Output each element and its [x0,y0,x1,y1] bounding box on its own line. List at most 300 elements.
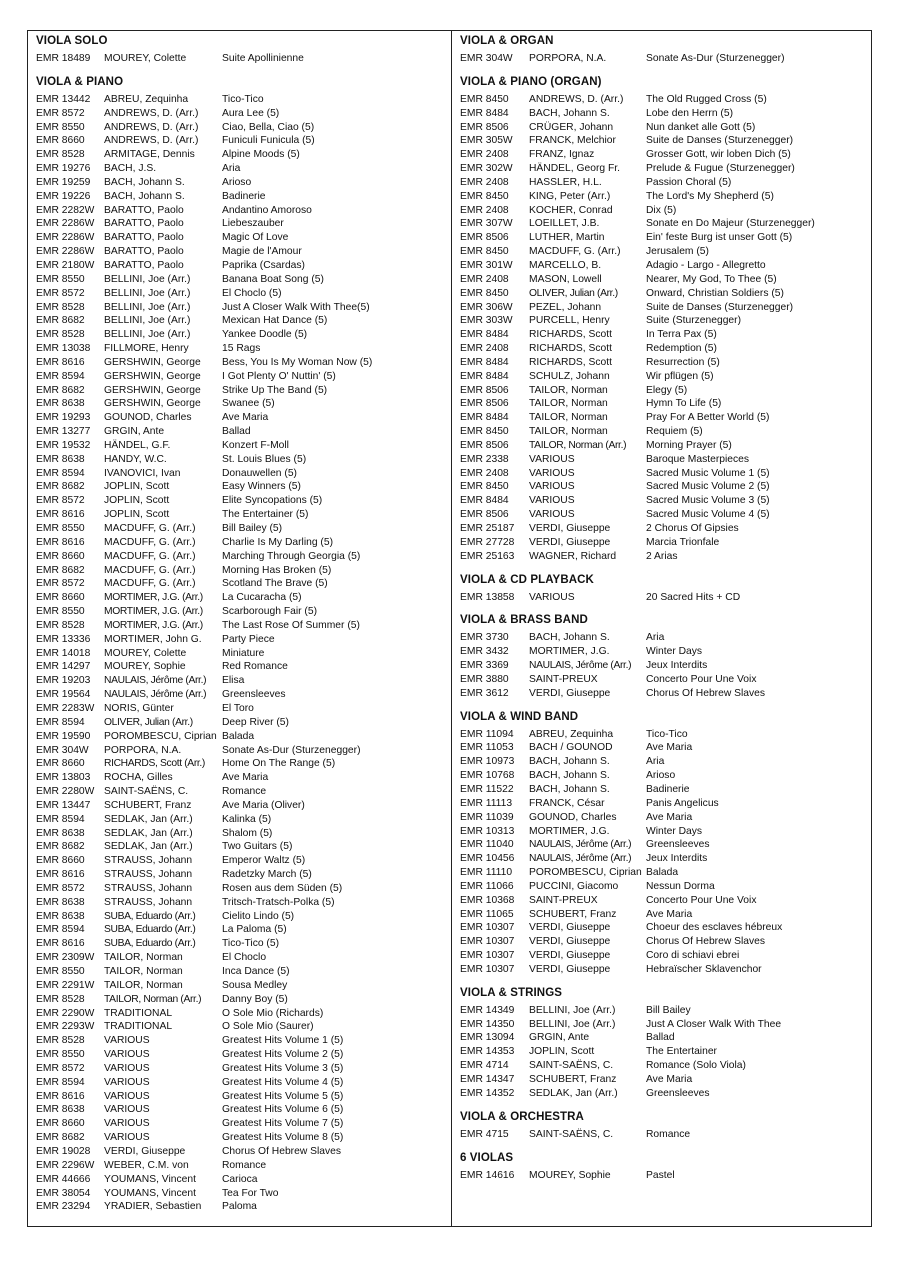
catalog-entry [36,480,446,494]
catalog-entry [460,741,865,755]
catalog-number: EMR 14347 [460,1074,515,1085]
composer-name: TRADITIONAL [104,1021,173,1033]
catalog-number: EMR 8450 [460,426,509,438]
catalog-number: EMR 25187 [460,523,515,534]
catalog-number: EMR 2408 [460,273,509,285]
catalog-number: EMR 10307 [460,922,515,934]
catalog-number: EMR 8638 [36,1104,85,1116]
catalog-entry [460,1087,865,1101]
catalog-entry [460,1031,865,1045]
catalog-entry [460,273,865,287]
catalog-entry [460,384,865,398]
composer-name: SEDLAK, Jan (Arr.) [529,1087,618,1099]
catalog-number: EMR 19293 [36,412,91,424]
piece-title: Ave Maria [646,811,693,823]
section-heading: VIOLA & WIND BAND [460,710,579,723]
piece-title: Concerto Pour Une Voix [646,673,757,685]
catalog-number: EMR 8506 [460,121,509,133]
composer-name: VERDI, Giuseppe [529,950,611,962]
composer-name: SUBA, Eduardo (Arr.) [104,938,196,950]
catalog-number: EMR 11053 [460,742,514,754]
composer-name: YOUMANS, Vincent [104,1187,196,1199]
composer-name: VERDI, Giuseppe [529,687,611,699]
catalog-number: EMR 8484 [460,356,509,368]
catalog-number: EMR 13442 [36,93,91,105]
composer-name: TAILOR, Norman (Arr.) [529,439,627,451]
catalog-entry [36,1117,446,1131]
catalog-number: EMR 2286W [36,232,95,244]
catalog-number: EMR 14297 [36,661,91,673]
catalog-entry [460,453,865,467]
catalog-number: EMR 19203 [36,675,91,687]
catalog-number: EMR 307W [460,218,513,230]
piece-title: Chorus Of Hebrew Slaves [222,1145,342,1157]
piece-title: The Last Rose Of Summer (5) [222,619,360,631]
piece-title: Arioso [222,176,252,188]
catalog-number: EMR 301W [460,259,513,271]
piece-title: Aria [646,756,665,768]
piece-title: Romance (Solo Viola) [646,1060,746,1072]
composer-name: IVANOVICI, Ivan [104,467,181,479]
catalog-number: EMR 8660 [36,592,85,604]
composer-name: LUTHER, Martin [529,232,605,244]
catalog-entry [460,921,865,935]
composer-name: MOUREY, Sophie [529,1169,611,1181]
piece-title: O Sole Mio (Richards) [222,1007,324,1019]
catalog-entry [36,702,446,716]
catalog-entry [460,852,865,866]
composer-name: MORTIMER, John G. [104,633,202,645]
catalog-entry [36,550,446,564]
composer-name: VERDI, Giuseppe [529,936,611,948]
piece-title: La Cucaracha (5) [222,592,302,604]
composer-name: VERDI, Giuseppe [529,963,611,975]
composer-name: BACH, Johann S. [529,770,610,782]
section-heading: 6 VIOLAS [460,1151,514,1164]
catalog-number: EMR 8682 [36,315,85,327]
composer-name: POROMBESCU, Ciprian [529,867,642,879]
piece-title: 15 Rags [222,343,261,355]
catalog-number: EMR 8660 [36,550,85,562]
composer-name: MORTIMER, J.G. [529,825,610,837]
composer-name: SCHUBERT, Franz [529,1074,617,1085]
catalog-number: EMR 11094 [460,728,514,740]
composer-name: SEDLAK, Jan (Arr.) [104,827,193,839]
catalog-number: EMR 8550 [36,273,85,285]
catalog-number: EMR 305W [460,135,513,147]
catalog-number: EMR 10307 [460,936,515,948]
composer-name: JOPLIN, Scott [104,509,170,521]
piece-title: Just A Closer Walk With Thee(5) [222,301,370,313]
composer-name: MACDUFF, G. (Arr.) [104,578,196,590]
catalog-entry [460,1045,865,1059]
catalog-entry [36,204,446,218]
catalog-number: EMR 14349 [460,1004,515,1016]
catalog-number: EMR 2282W [36,204,95,216]
piece-title: Miniature [222,647,265,659]
piece-title: Paprika (Csardas) [222,259,305,271]
catalog-entry [36,1145,446,1159]
catalog-number: EMR 10768 [460,770,515,782]
catalog-number: EMR 11522 [460,783,514,795]
catalog-entry [460,259,865,273]
catalog-entry [460,162,865,176]
catalog-entry [36,1159,446,1173]
catalog-number: EMR 8682 [36,841,85,853]
piece-title: Suite Apollinienne [222,53,304,64]
catalog-number: EMR 8594 [36,924,85,936]
catalog-number: EMR 14616 [460,1169,515,1181]
catalog-number: EMR 8572 [36,578,85,590]
catalog-entry [36,896,446,910]
catalog-entry [36,231,446,245]
piece-title: Suite (Sturzenegger) [646,315,742,327]
composer-name: SAINT-SAËNS, C. [529,1128,614,1140]
piece-title: Elite Syncopations (5) [222,495,323,507]
catalog-entry [36,910,446,924]
catalog-number: EMR 8616 [36,536,85,548]
catalog-number: EMR 8682 [36,564,85,576]
catalog-number: EMR 19590 [36,730,91,742]
piece-title: Scotland The Brave (5) [222,578,328,590]
catalog-entry [460,935,865,949]
catalog-entry [36,190,446,204]
catalog-number: EMR 10307 [460,963,515,975]
catalog-number: EMR 23294 [36,1201,91,1213]
catalog-number: EMR 13038 [36,343,91,355]
composer-name: SCHULZ, Johann [529,370,610,382]
catalog-entry [36,647,446,661]
composer-name: VERDI, Giuseppe [529,523,611,534]
catalog-entry [460,550,865,564]
catalog-entry [460,1059,865,1073]
composer-name: SAINT-PREUX [529,673,598,685]
piece-title: Tea For Two [222,1187,279,1199]
composer-name: ABREU, Zequinha [104,93,189,105]
composer-name: TAILOR, Norman [104,952,183,964]
composer-name: VARIOUS [529,453,575,465]
piece-title: Onward, Christian Soldiers (5) [646,287,784,299]
catalog-entry [36,245,446,259]
catalog-number: EMR 18489 [36,53,91,64]
catalog-entry [36,771,446,785]
catalog-entry [460,755,865,769]
catalog-number: EMR 10456 [460,853,515,865]
catalog-entry [460,769,865,783]
catalog-number: EMR 14350 [460,1018,515,1030]
catalog-entry [460,1169,865,1183]
piece-title: Greatest Hits Volume 3 (5) [222,1062,344,1074]
piece-title: Greatest Hits Volume 2 (5) [222,1049,344,1061]
catalog-number: EMR 3369 [460,660,509,672]
piece-title: Two Guitars (5) [222,841,293,853]
piece-title: Elegy (5) [646,384,688,396]
composer-name: OLIVER, Julian (Arr.) [104,716,193,728]
catalog-number: EMR 2291W [36,979,95,991]
catalog-number: EMR 8528 [36,993,85,1005]
piece-title: Suite de Danses (Sturzenegger) [646,135,794,147]
composer-name: BACH, Johann S. [529,632,610,644]
composer-name: NAULAIS, Jérôme (Arr.) [104,689,207,701]
catalog-number: EMR 13094 [460,1032,515,1044]
catalog-number: EMR 13277 [36,426,91,438]
catalog-entry [36,660,446,674]
catalog-entry [460,397,865,411]
catalog-entry [36,1187,446,1201]
catalog-entry [36,259,446,273]
section-heading: VIOLA & CD PLAYBACK [460,573,594,586]
catalog-number: EMR 8594 [36,813,85,825]
composer-name: BELLINI, Joe (Arr.) [104,273,191,285]
piece-title: La Paloma (5) [222,924,287,936]
catalog-entry [460,838,865,852]
piece-title: Greatest Hits Volume 6 (5) [222,1104,344,1116]
catalog-number: EMR 2286W [36,246,95,258]
piece-title: Swanee (5) [222,398,275,410]
catalog-number: EMR 8616 [36,356,85,368]
composer-name: VERDI, Giuseppe [104,1145,186,1157]
catalog-number: EMR 8484 [460,107,509,119]
composer-name: VARIOUS [104,1076,150,1088]
piece-title: Scarborough Fair (5) [222,606,317,618]
catalog-entry [460,659,865,673]
piece-title: Jerusalem (5) [646,246,709,258]
piece-title: 20 Sacred Hits + CD [646,591,741,603]
composer-name: PURCELL, Henry [529,315,610,327]
catalog-number: EMR 8638 [36,910,85,922]
catalog-number: EMR 8638 [36,398,85,410]
piece-title: Pastel [646,1169,675,1181]
composer-name: VARIOUS [529,481,575,493]
catalog-entry [36,688,446,702]
composer-name: SUBA, Eduardo (Arr.) [104,924,196,936]
catalog-entry [460,866,865,880]
catalog-number: EMR 10368 [460,894,515,906]
composer-name: SEDLAK, Jan (Arr.) [104,841,193,853]
composer-name: FRANCK, César [529,797,605,809]
composer-name: BARATTO, Paolo [104,246,184,258]
composer-name: VARIOUS [104,1035,150,1047]
piece-title: Rosen aus dem Süden (5) [222,882,343,894]
piece-title: Nessun Dorma [646,880,715,892]
composer-name: VERDI, Giuseppe [529,536,611,548]
catalog-number: EMR 8638 [36,453,85,465]
catalog-number: EMR 19226 [36,190,91,202]
piece-title: Aura Lee (5) [222,107,280,119]
catalog-section [36,34,446,66]
piece-title: Morning Has Broken (5) [222,564,332,576]
piece-title: Marching Through Georgia (5) [222,550,361,562]
piece-title: Danny Boy (5) [222,993,288,1005]
catalog-entry [36,744,446,758]
composer-name: VARIOUS [104,1062,150,1074]
catalog-entry [36,882,446,896]
catalog-entry [460,811,865,825]
catalog-number: EMR 38054 [36,1187,91,1199]
piece-title: Emperor Waltz (5) [222,855,306,867]
catalog-entry [36,536,446,550]
piece-title: Ave Maria [222,772,269,784]
composer-name: SCHUBERT, Franz [104,799,192,811]
piece-title: Magic Of Love [222,232,289,244]
piece-title: Red Romance [222,661,288,673]
composer-name: BACH, Johann S. [529,783,610,795]
catalog-entry [36,93,446,107]
catalog-entry [460,631,865,645]
catalog-entry [36,1076,446,1090]
catalog-entry [36,868,446,882]
piece-title: I Got Plenty O' Nuttin' (5) [222,370,336,382]
catalog-entry [460,645,865,659]
catalog-entry [36,1020,446,1034]
catalog-entry [460,783,865,797]
catalog-entry [36,605,446,619]
piece-title: Hebraïscher Sklavenchor [646,963,762,975]
composer-name: TRADITIONAL [104,1007,173,1019]
catalog-entry [36,577,446,591]
catalog-entry [36,854,446,868]
composer-name: RICHARDS, Scott [529,356,612,368]
piece-title: Charlie Is My Darling (5) [222,536,334,548]
piece-title: Greensleeves [646,1087,710,1099]
composer-name: GERSHWIN, George [104,398,201,410]
composer-name: HÄNDEL, Georg Fr. [529,163,620,175]
catalog-number: EMR 8572 [36,882,85,894]
piece-title: Sacred Music Volume 1 (5) [646,467,770,479]
piece-title: Sonate en Do Majeur (Sturzenegger) [646,218,815,230]
piece-title: The Entertainer (5) [222,509,309,521]
piece-title: Passion Choral (5) [646,176,732,188]
catalog-entry [36,785,446,799]
composer-name: STRAUSS, Johann [104,896,193,908]
catalog-section [460,34,865,66]
composer-name: SAINT-PREUX [529,894,598,906]
catalog-entry [36,273,446,287]
composer-name: SUBA, Eduardo (Arr.) [104,910,196,922]
catalog-entry [36,176,446,190]
piece-title: Romance [222,1159,267,1171]
composer-name: BELLINI, Joe (Arr.) [104,301,191,313]
catalog-number: EMR 19276 [36,163,91,175]
catalog-entry [36,425,446,439]
left-column [36,34,446,1214]
composer-name: MARCELLO, B. [529,259,602,271]
catalog-number: EMR 19564 [36,689,91,701]
piece-title: Alpine Moods (5) [222,149,300,161]
catalog-entry [460,245,865,259]
composer-name: PORPORA, N.A. [104,744,182,756]
piece-title: Radetzky March (5) [222,869,312,881]
piece-title: Aria [222,163,241,175]
composer-name: SAINT-SAËNS, C. [529,1060,614,1072]
column-divider [451,30,452,1227]
catalog-entry [36,951,446,965]
piece-title: El Choclo (5) [222,287,282,299]
piece-title: Suite de Danses (Sturzenegger) [646,301,794,313]
composer-name: MORTIMER, J.G. (Arr.) [104,592,203,604]
catalog-entry [460,190,865,204]
catalog-entry [36,1034,446,1048]
piece-title: Badinerie [646,783,690,795]
composer-name: VARIOUS [104,1090,150,1102]
composer-name: BELLINI, Joe (Arr.) [104,329,191,341]
composer-name: FRANCK, Melchior [529,135,616,147]
catalog-number: EMR 8660 [36,1118,85,1130]
catalog-entry [36,993,446,1007]
piece-title: Baroque Masterpieces [646,453,750,465]
composer-name: YOUMANS, Vincent [104,1173,196,1185]
catalog-entry [36,923,446,937]
composer-name: MOUREY, Colette [104,53,187,64]
piece-title: Morning Prayer (5) [646,439,732,451]
catalog-entry [460,536,865,550]
catalog-entry [36,799,446,813]
catalog-entry [460,134,865,148]
piece-title: Greatest Hits Volume 4 (5) [222,1076,344,1088]
piece-title: Sousa Medley [222,979,288,991]
composer-name: BELLINI, Joe (Arr.) [104,315,191,327]
piece-title: Deep River (5) [222,716,289,728]
catalog-entry [460,963,865,977]
piece-title: Bess, You Is My Woman Now (5) [222,356,373,368]
catalog-number: EMR 27728 [460,536,515,548]
right-column [460,34,865,1182]
catalog-entry [460,591,865,605]
catalog-number: EMR 8550 [36,121,85,133]
catalog-number: EMR 302W [460,163,513,175]
piece-title: Greatest Hits Volume 1 (5) [222,1035,344,1047]
catalog-number: EMR 8594 [36,467,85,479]
catalog-entry [36,287,446,301]
composer-name: GRGIN, Ante [104,426,165,438]
piece-title: The Lord's My Shepherd (5) [646,190,774,202]
catalog-number: EMR 2293W [36,1021,95,1033]
piece-title: Home On The Range (5) [222,758,336,770]
piece-title: Funiculi Funicula (5) [222,135,315,147]
catalog-entry [460,880,865,894]
piece-title: Romance [222,786,267,798]
catalog-entry [36,619,446,633]
catalog-number: EMR 8572 [36,287,85,299]
catalog-entry [460,217,865,231]
catalog-number: EMR 4714 [460,1060,509,1072]
catalog-number: EMR 14018 [36,647,91,659]
composer-name: TAILOR, Norman [529,398,608,410]
section-heading: VIOLA & PIANO (ORGAN) [460,75,602,88]
composer-name: BACH, Johann S. [104,190,185,202]
composer-name: KING, Peter (Arr.) [529,190,611,202]
piece-title: Ballad [222,426,251,438]
catalog-number: EMR 44666 [36,1173,91,1185]
composer-name: HASSLER, H.L. [529,176,602,188]
piece-title: Ballad [646,1032,675,1044]
catalog-entry [36,813,446,827]
catalog-entry [460,728,865,742]
catalog-number: EMR 13447 [36,799,91,811]
composer-name: BARATTO, Paolo [104,204,184,216]
catalog-number: EMR 8484 [460,495,509,507]
composer-name: PEZEL, Johann [529,301,602,313]
piece-title: Yankee Doodle (5) [222,329,308,341]
catalog-entry [36,1103,446,1117]
composer-name: MACDUFF, G. (Arr.) [104,523,196,534]
composer-name: PUCCINI, Giacomo [529,880,619,892]
catalog-entry [460,1128,865,1142]
catalog-number: EMR 8450 [460,287,509,299]
piece-title: Pray For A Better World (5) [646,412,770,424]
catalog-section [460,986,865,1101]
composer-name: HÄNDEL, G.F. [104,439,171,451]
